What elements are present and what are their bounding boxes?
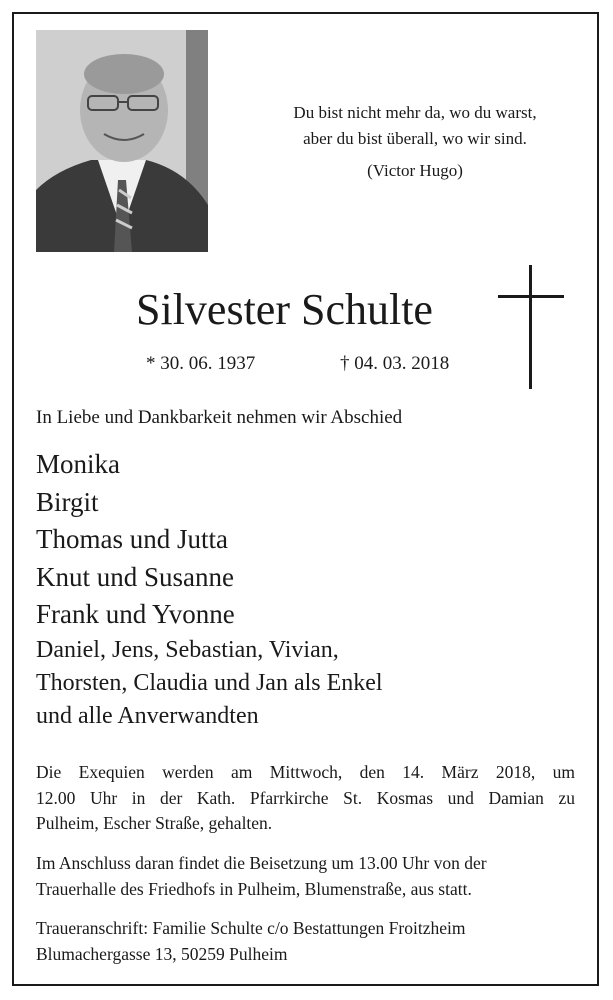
relatives-list [36,634,383,733]
family-member: Knut und Susanne [36,561,234,592]
deceased-name [60,284,550,336]
service-line: 12.00 Uhr in der Kath. Pfarrkirche St. Kosmas und Damian zu [36,787,575,808]
cross-icon [498,265,564,389]
address-paragraph [36,916,575,967]
relatives-line: Daniel, Jens, Sebastian, Vivian, [36,637,339,663]
service-line: Pulheim, Escher Straße, gehalten. [36,813,273,833]
farewell-intro: In Liebe und Dankbarkeit nehmen wir Abschied [36,407,403,428]
portrait-photo [36,30,208,252]
service-line: Die Exequien werden am Mittwoch, den 14. März 2018, um [36,762,575,782]
family-member: Frank und Yvonne [36,599,235,629]
family-member: Birgit [36,486,99,517]
quote-line-2: aber du bist überall, wo wir sind. [303,129,527,148]
deceased-name-text: Silvester Schulte [136,285,433,334]
family-list [36,446,235,634]
burial-paragraph [36,851,575,902]
birth-date: * 30. 06. 1937 [146,353,256,374]
family-member: Monika [36,449,120,479]
quote-block [250,100,580,184]
death-date: † 04. 03. 2018 [340,353,450,374]
address-line: Traueranschrift: Familie Schulte c/o Bestattungen Froitzheim [36,918,466,938]
burial-line: Im Anschluss daran findet die Beisetzung um 13.00 Uhr von der [36,853,487,873]
service-paragraph [36,760,575,837]
burial-line: Trauerhalle des Friedhofs in Pulheim, Blumenstraße, aus statt. [36,878,472,899]
relatives-line: und alle Anverwandten [36,703,259,729]
family-member: Thomas und Jutta [36,524,228,554]
quote-line-1: Du bist nicht mehr da, wo du warst, [293,103,537,122]
relatives-line: Thorsten, Claudia und Jan als Enkel [36,670,383,696]
quote-author: (Victor Hugo) [367,161,463,180]
address-line: Blumachergasse 13, 50259 Pulheim [36,943,288,964]
